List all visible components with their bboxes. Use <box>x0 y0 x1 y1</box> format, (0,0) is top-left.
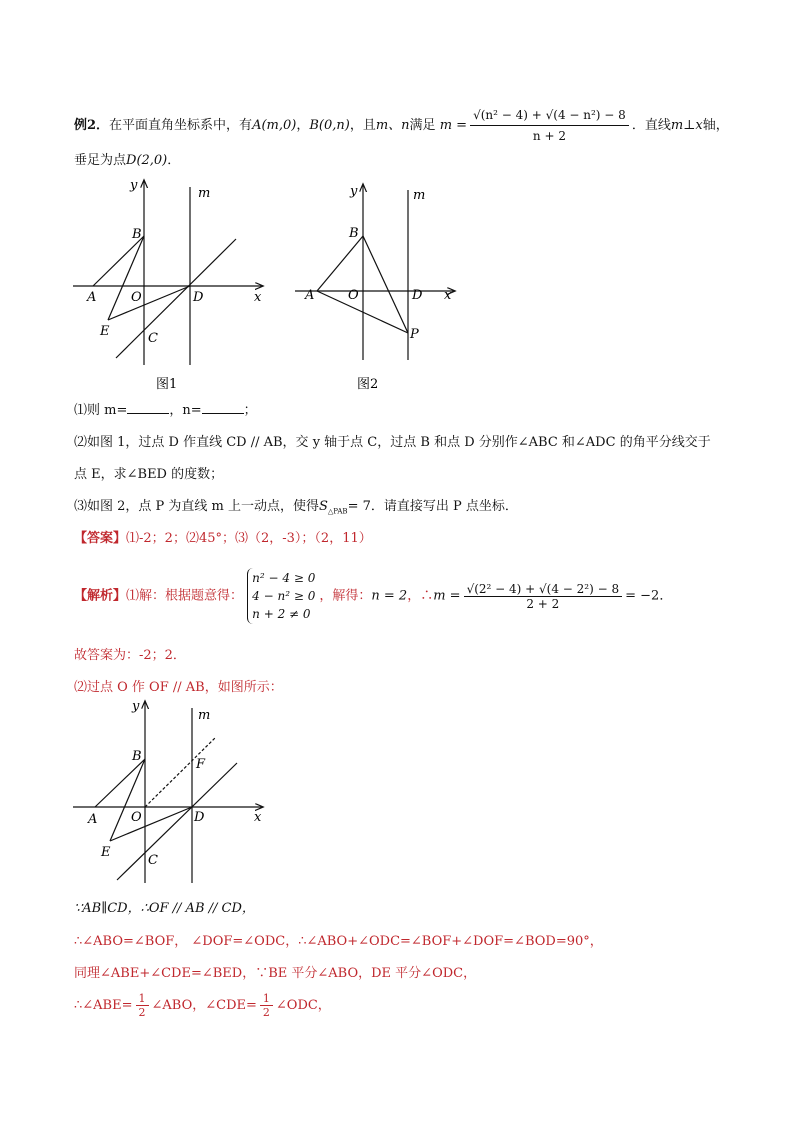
label-m: m <box>413 188 426 203</box>
label-e: E <box>100 324 110 339</box>
area-value: = 7 <box>347 499 371 514</box>
analysis-text: ． <box>659 588 673 604</box>
label-y: y <box>130 178 138 193</box>
m-numerator: √(n² − 4) + √(4 − n²) − 8 <box>470 105 629 126</box>
label-m: m <box>198 708 211 723</box>
m-calc-fraction <box>464 582 623 611</box>
label-o: O <box>131 810 142 825</box>
m-lhs: m = <box>439 118 468 133</box>
vars: m、n <box>375 118 410 133</box>
label-o: O <box>131 290 142 305</box>
conclusion-1: 故答案为：-2；2． <box>74 648 186 663</box>
step-3: 同理∠ABE+∠CDE=∠BED，∵BE 平分∠ABO，DE 平分∠ODC， <box>74 966 477 981</box>
question-1 <box>74 399 257 418</box>
area-symbol: S <box>319 499 328 514</box>
system-row: n² − 4 ≥ 0 <box>252 571 316 585</box>
label-b: B <box>132 749 142 764</box>
n-value: n = 2 <box>371 588 408 604</box>
area-subscript: △PAB <box>327 507 348 516</box>
system-row: 4 − n² ≥ 0 <box>252 589 316 603</box>
half-denominator: 2 <box>138 1006 146 1019</box>
answer-blank-n <box>202 401 244 414</box>
analysis-text: ，∴ <box>407 588 434 604</box>
figure-1 <box>70 175 270 395</box>
problem-line-1 <box>74 105 729 146</box>
question-2-line-2: 点 E，求∠BED 的度数； <box>74 467 224 482</box>
intro-text: ． <box>167 153 181 168</box>
line-m-perp: m⊥x <box>670 118 703 133</box>
label-x: x <box>254 810 262 825</box>
m-denominator: n + 2 <box>532 129 566 143</box>
label-y: y <box>350 184 358 199</box>
label-a: A <box>88 812 98 827</box>
label-d: D <box>194 810 205 825</box>
label-c: C <box>148 853 158 868</box>
inequality-system <box>247 568 319 624</box>
m-result: = −2 <box>625 588 660 604</box>
answer-label: 【答案】 <box>74 531 127 546</box>
line-ab <box>95 759 145 807</box>
line-of-dashed <box>145 738 215 807</box>
q1-text: ，n= <box>169 403 202 418</box>
answer-text: ⑴-2；2；⑵45°；⑶（2，-3）；（2，11） <box>126 531 372 546</box>
half-numerator: 1 <box>136 992 149 1006</box>
analysis-text: ，解得： <box>319 588 372 604</box>
line-bp <box>363 236 408 333</box>
intro-text: ．直线 <box>631 118 671 133</box>
sep: ， <box>296 118 310 133</box>
step-1: ∵AB∥CD，∴OF // AB // CD， <box>74 901 255 916</box>
answer-line <box>74 527 372 546</box>
caption-2: 图2 <box>357 377 379 392</box>
caption-1: 图1 <box>156 377 178 392</box>
point-b: B(0,n) <box>309 118 350 133</box>
q3-text: ．请直接写出 P 点坐标． <box>370 499 518 514</box>
line-ab <box>317 236 363 291</box>
half-denominator: 2 <box>262 1006 270 1019</box>
label-y: y <box>132 699 140 714</box>
half-fraction <box>136 992 149 1019</box>
step-text: ∠ODC， <box>275 998 331 1013</box>
intro-text: 垂足为点 <box>74 153 127 168</box>
system-row: n + 2 ≠ 0 <box>252 607 311 621</box>
m-calc-denominator: 2 + 2 <box>526 596 560 611</box>
intro-text: 轴， <box>702 118 729 133</box>
question-3 <box>74 495 518 516</box>
part2-intro: ⑵过点 O 作 OF // AB，如图所示： <box>74 680 283 695</box>
label-b: B <box>349 226 359 241</box>
label-x: x <box>444 288 452 303</box>
analysis-label: 【解析】 <box>74 588 127 604</box>
analysis-text: ⑴解：根据题意得： <box>126 588 244 604</box>
step-text: ∠ABO，∠CDE= <box>151 998 257 1013</box>
answer-blank-m <box>127 401 169 414</box>
label-a: A <box>305 288 315 303</box>
label-b: B <box>132 227 142 242</box>
q1-text: ； <box>243 403 257 418</box>
label-p: P <box>410 327 419 342</box>
m-calc-numerator: √(2² − 4) + √(4 − 2²) − 8 <box>464 582 623 597</box>
point-d: D(2,0) <box>126 153 168 168</box>
q3-text: ⑶如图 2，点 P 为直线 m 上一动点，使得 <box>74 499 320 514</box>
label-x: x <box>254 290 262 305</box>
m-lhs: m = <box>433 588 461 604</box>
label-c: C <box>148 331 158 346</box>
half-numerator: 1 <box>260 992 273 1006</box>
label-m: m <box>198 186 211 201</box>
label-f: F <box>196 757 206 772</box>
point-a: A(m,0) <box>252 118 297 133</box>
problem-line-2 <box>74 149 180 168</box>
intro-text: 满足 <box>409 118 436 133</box>
label-o: O <box>348 288 359 303</box>
q1-text: ⑴则 m= <box>74 403 128 418</box>
intro-text: ，且 <box>349 118 376 133</box>
question-2-line-1: ⑵如图 1，过点 D 作直线 CD // AB，交 y 轴于点 C，过点 B 和点 D 分别作∠ABC 和∠ADC 的角平分线交于 <box>74 435 711 450</box>
step-text: ∴∠ABE= <box>74 998 133 1013</box>
intro-text: 在平面直角坐标系中，有 <box>109 118 253 133</box>
example-label: 例2． <box>74 118 110 133</box>
step-2: ∴∠ABO=∠BOF， ∠DOF=∠ODC，∴∠ABO+∠ODC=∠BOF+∠DOF=∠BOD=90°， <box>74 934 603 949</box>
m-fraction <box>470 105 629 146</box>
line-ab <box>93 236 144 286</box>
label-d: D <box>193 290 204 305</box>
figure-3 <box>70 698 270 888</box>
label-d: D <box>412 288 423 303</box>
analysis-line <box>74 568 672 624</box>
half-fraction <box>260 992 273 1019</box>
label-a: A <box>87 290 97 305</box>
label-e: E <box>101 845 111 860</box>
step-4 <box>74 992 331 1019</box>
figure-2 <box>292 175 472 395</box>
